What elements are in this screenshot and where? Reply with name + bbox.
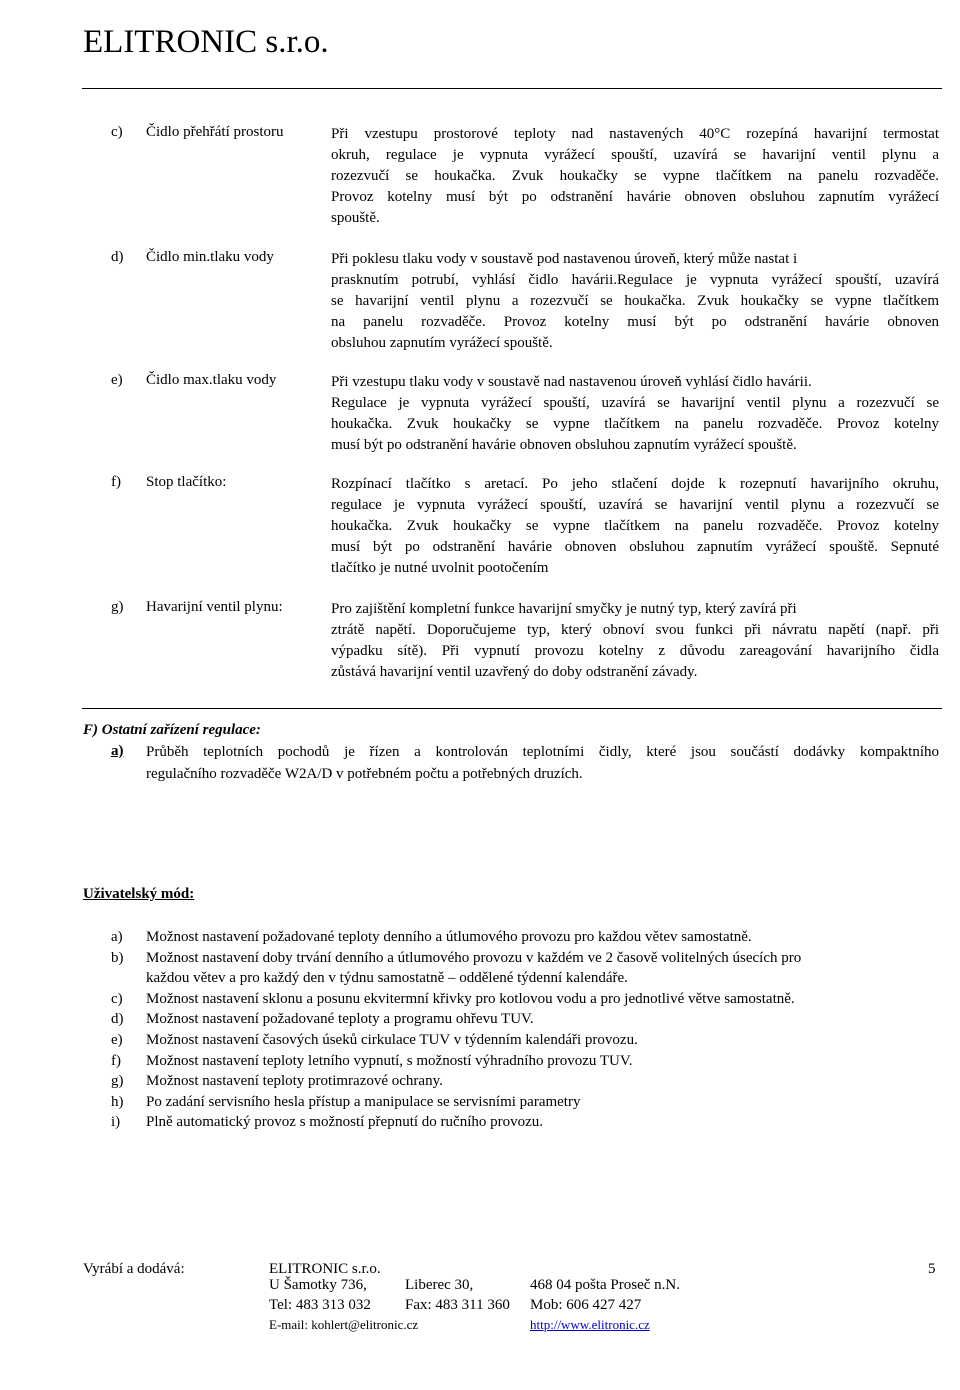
footer-email: E-mail: kohlert@elitronic.cz [269,1317,419,1332]
sensor-letter-f: f) [111,474,121,490]
list-item [111,948,941,969]
section-heading-other-equipment: F) Ostatní zařízení regulace: [83,722,261,738]
sensor-label-min-pressure: Čidlo min.tlaku vody [146,249,274,265]
text-line: Pro zajištění kompletní funkce havarijní smyčky je nutný typ, který zavírá při [331,601,797,617]
sensor-letter-e: e) [111,372,123,388]
sensor-label-stop-button: Stop tlačítko: [146,474,227,490]
footer-supplier-label: Vyrábí a dodává: [83,1261,185,1277]
text-line: Při vzestupu prostorové teploty nad nastavených 40°C rozepíná havarijní termostat [331,126,939,142]
paragraph-other-equipment [146,741,939,785]
text-line: ztrátě napětí. Doporučujeme typ, který obnoví svou funkci při návratu napětí (např. při [331,622,939,638]
text-line: výpadku sítě). Při vypnutí provozu kotelny z důvodu zareagování havarijního čidla [331,643,939,659]
list-item-letter: d) [111,1011,124,1028]
section-divider [82,708,942,709]
list-item-text: Možnost nastavení teploty protimrazové ochrany. [146,1073,443,1090]
text-line: spouště. [331,210,380,226]
list-item-letter [111,968,146,989]
list-item [111,1071,941,1092]
text-line: Provoz kotelny musí být po odstranění havárie obnoven obsluhou zapnutím vyrážecí [331,189,939,205]
section-heading-user-mode: Uživatelský mód: [83,886,195,902]
list-item-text: Možnost nastavení teploty letního vypnutí, s možností výhradního provozu TUV. [146,1052,633,1069]
list-item [111,1051,941,1072]
list-item [111,1112,941,1133]
footer-tel: Tel: 483 313 032 [269,1297,371,1313]
text-line: musí být po odstranění havárie obnoven obsluhou zapnutím vyrážecí spouště. Sepnuté [331,539,939,555]
text-line: Při poklesu tlaku vody v soustavě pod nastavenou úroveň, který může nastat i [331,251,798,267]
footer-mobile: Mob: 606 427 427 [530,1297,642,1313]
text-line: tlačítko je nutné uvolnit pootočením [331,560,549,576]
list-item-letter: h) [111,1093,124,1110]
text-line: regulace je vypnuta vyrážecí spouští, uzavírá se havarijní ventil plynu a rozezvučí se [331,497,939,513]
sensor-letter-c: c) [111,124,123,140]
list-item-text: každou větev a pro každý den v týdnu samostatně – oddělené týdenní kalendáře. [146,970,628,987]
text-line: obsluhou zapnutím vyrážecí spouště. [331,335,553,351]
text-line: Rozpínací tlačítko s aretací. Po jeho stlačení dojde k rozepnutí havarijního okruhu, [331,476,939,492]
sensor-label-max-pressure: Čidlo max.tlaku vody [146,372,277,388]
sensor-letter-d: d) [111,249,124,265]
sensor-label-overheat: Čidlo přehřátí prostoru [146,124,284,140]
list-item-letter: c) [111,990,123,1007]
text-line: Při vzestupu tlaku vody v soustavě nad nastavenou úroveň vyhlásí čidlo havárii. [331,374,812,390]
list-item-text: Možnost nastavení doby trvání denního a útlumového provozu v každém ve 2 časově volitelných úsecích pro [146,949,802,966]
paragraph-letter-a: a) [111,743,124,759]
sensor-letter-g: g) [111,599,124,615]
text-line: prasknutím potrubí, vyhlásí čidlo havárii.Regulace je vypnuta vyrážecí spouští, uzavírá [331,272,939,288]
sensor-text-gas-valve [331,599,939,683]
footer-fax: Fax: 483 311 360 [405,1297,510,1313]
sensor-text-min-pressure [331,249,939,354]
list-item-text: Plně automatický provoz s možností přepnutí do ručního provozu. [146,1114,544,1131]
list-item-text: Možnost nastavení požadované teploty a programu ohřevu TUV. [146,1011,534,1028]
text-line: zůstává havarijní ventil uzavřený do doby odstranění závady. [331,664,698,680]
list-item-letter: e) [111,1031,123,1048]
sensor-text-overheat [331,124,939,229]
text-line: Regulace je vypnuta vyrážecí spouští, uzavírá se havarijní ventil plynu a rozezvučí se [331,395,939,411]
text-line: rozezvučí se houkačka. Zvuk houkačky se vypne tlačítkem na panelu rozvaděče. [331,168,939,184]
list-item [111,1030,941,1051]
page-number: 5 [928,1261,936,1277]
footer-post: 468 04 pošta Proseč n.N. [530,1277,680,1293]
list-item-letter: b) [111,949,124,966]
footer-company: ELITRONIC s.r.o. [269,1261,381,1277]
text-line: regulačního rozvaděče W2A/D v potřebném počtu a potřebných druzích. [146,766,583,782]
text-line: na panelu rozvaděče. Provoz kotelny musí být po odstranění havárie obnoven [331,314,939,330]
list-item [111,1092,941,1113]
list-item [111,1009,941,1030]
list-item-text: Možnost nastavení sklonu a posunu ekvitermní křivky pro kotlovou vodu a pro jednotlivé větve samostatně. [146,990,795,1007]
list-item [111,968,941,989]
list-item-text: Možnost nastavení požadované teploty denního a útlumového provozu pro každou větev samostatně. [146,929,752,945]
list-item-text: Po zadání servisního hesla přístup a manipulace se servisními parametry [146,1093,581,1110]
list-item-text: Možnost nastavení časových úseků cirkulace TUV v týdenním kalendáři provozu. [146,1031,638,1048]
sensor-label-gas-valve: Havarijní ventil plynu: [146,599,283,615]
footer-website-link[interactable]: http://www.elitronic.cz [530,1317,650,1332]
sensor-text-stop-button [331,474,939,579]
footer-city: Liberec 30, [405,1277,474,1293]
list-item-letter: f) [111,1052,121,1069]
list-item [111,989,941,1010]
header-divider [82,88,942,89]
text-line: houkačka. Zvuk houkačky se vypne tlačítkem na panelu rozvaděče. Provoz kotelny [331,518,939,534]
text-line: musí být po odstranění havárie obnoven obsluhou zapnutím vyrážecí spouště. [331,437,797,453]
text-line: okruh, regulace je vypnuta vyrážecí spouští, uzavírá se havarijní ventil plynu a [331,147,939,163]
footer-street: U Šamotky 736, [269,1277,367,1293]
company-logo-text: ELITRONIC s.r.o. [83,24,329,60]
user-mode-list [111,927,941,1133]
text-line: Průběh teplotních pochodů je řízen a kontrolován teplotními čidly, které jsou součástí dodávky kompaktního [146,744,939,760]
list-item-letter: a) [111,929,123,945]
list-item-letter: g) [111,1073,124,1090]
sensor-text-max-pressure [331,372,939,456]
text-line: se havarijní ventil plynu a rozezvučí se houkačka. Zvuk houkačky se vypne tlačítkem [331,293,939,309]
list-item-letter: i) [111,1114,121,1131]
text-line: houkačka. Zvuk houkačky se vypne tlačítkem na panelu rozvaděče. Provoz kotelny [331,416,939,432]
list-item [111,927,941,948]
